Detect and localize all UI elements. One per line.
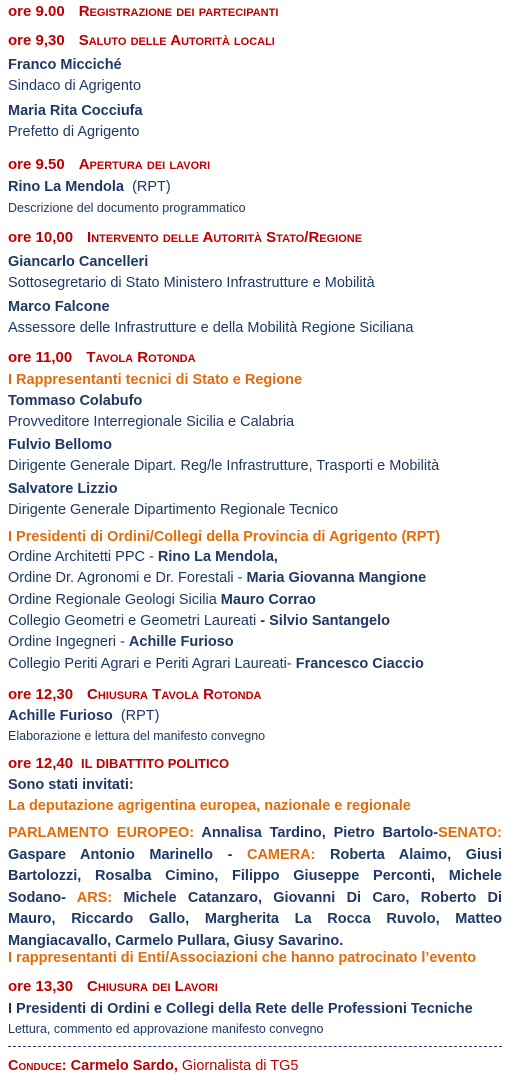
moderator-name: Carmelo Sardo, [70, 1058, 178, 1074]
order-line [8, 634, 234, 650]
session-time: ore 11,00 [8, 349, 73, 366]
order-name: Ordine Ingegneri - [8, 634, 129, 650]
session-title: IL DIBATTITO POLITICO [81, 756, 230, 771]
session-header-registrazione [8, 3, 278, 20]
session-description: Elaborazione e lettura del manifesto convegno [8, 729, 266, 743]
session-title: Registrazione dei partecipanti [78, 3, 279, 20]
session-time: ore 9,30 [8, 32, 65, 49]
chamber-label: PARLAMENTO EUROPEO: [8, 825, 195, 841]
president-name: Rino La Mendola [157, 549, 274, 565]
president-name: Mauro Corrao [220, 592, 316, 608]
session-title: Chiusura Tavola Rotonda [87, 686, 262, 703]
member-names: Annalisa Tardino, Pietro Bartolo- [194, 825, 439, 841]
moderator-role: Giornalista di TG5 [177, 1058, 299, 1074]
session-description: Descrizione del documento programmatico [8, 201, 246, 215]
session-title: Apertura dei lavori [78, 156, 211, 173]
speaker-note: (RPT) [132, 179, 171, 195]
session-title: Chiusura dei Lavori [87, 978, 218, 995]
group-heading: I Rappresentanti tecnici di Stato e Regione [8, 372, 303, 388]
order-name: Collegio Geometri e Geometri Laureati [8, 613, 261, 629]
chamber-label: SENATO: [438, 825, 502, 841]
session-header-chiusura-tavola [8, 686, 261, 703]
chamber-label: ARS: [76, 889, 113, 906]
entities-heading: I rappresentanti di Enti/Associazioni che hanno patrocinato l’evento [8, 950, 477, 966]
parliament-line [8, 888, 502, 910]
speaker-name: Giancarlo Cancelleri [8, 254, 149, 270]
member-names: Michele Catanzaro, Giovanni Di Caro, Roberto Di [112, 889, 502, 906]
president-name: Maria Giovanna Mangione [246, 570, 427, 586]
speaker-name: Maria Rita Cocciufa [8, 103, 143, 119]
president-name: Achille Furioso [128, 634, 234, 650]
session-time: ore 9.00 [8, 3, 65, 20]
speaker-name: Salvatore Lizzio [8, 481, 118, 497]
order-line [8, 613, 390, 629]
speaker-role: Assessore delle Infrastrutture e della Mobilità Regione Siciliana [8, 320, 414, 336]
session-header-saluto [8, 32, 275, 49]
session-header-chiusura-lavori [8, 978, 218, 995]
session-title: Intervento delle Autorità Stato/Regione [87, 229, 363, 246]
session-title: Saluto delle Autorità locali [78, 32, 275, 49]
deputation-heading: La deputazione agrigentina europea, nazionale e regionale [8, 798, 411, 814]
member-names: Mangiacavallo, Carmelo Pullara, Giusy Savarino. [8, 932, 344, 949]
moderator-line [8, 1058, 298, 1074]
member-names: Bartolozzi, Rosalba Cimino, Filippo Giuseppe Perconti, Michele [8, 868, 502, 885]
speaker-name: Franco Micciché [8, 57, 122, 73]
session-header-dibattito [8, 755, 229, 772]
session-time: ore 10,00 [8, 229, 74, 246]
moderator-label: Conduce: [8, 1058, 67, 1074]
parliament-line [8, 823, 502, 845]
session-header-intervento [8, 229, 362, 246]
order-name: Ordine Regionale Geologi Sicilia [8, 592, 221, 608]
order-line [8, 592, 316, 608]
parliament-members [8, 823, 502, 953]
speaker-name: Fulvio Bellomo [8, 437, 112, 453]
order-name: Collegio Periti Agrari e Periti Agrari Laureati- [8, 656, 296, 672]
speaker-name: Rino La Mendola [8, 179, 124, 195]
session-header-apertura [8, 156, 210, 173]
speaker-name: Tommaso Colabufo [8, 393, 143, 409]
member-names: Gaspare Antonio Marinello - [8, 846, 247, 863]
parliament-line [8, 845, 502, 867]
member-names: Mauro, Riccardo Gallo, Margherita La Rocca Ruvolo, Matteo [8, 911, 502, 928]
speaker-role: Sottosegretario di Stato Ministero Infrastrutture e Mobilità [8, 275, 375, 291]
session-header-tavola-rotonda [8, 349, 196, 366]
order-line [8, 549, 278, 565]
speaker-role: Provveditore Interregionale Sicilia e Calabria [8, 414, 295, 430]
speaker-role: Dirigente Generale Dipartimento Regionale Tecnico [8, 502, 339, 518]
member-names: Roberta Alaimo, Giusi [315, 846, 502, 863]
session-title: Tavola Rotonda [86, 349, 196, 366]
order-name: Ordine Architetti PPC - [8, 549, 158, 565]
speaker-name: Achille Furioso [8, 708, 113, 724]
speaker-line [8, 179, 171, 195]
president-name: Francesco Ciaccio [295, 656, 424, 672]
session-time: ore 12,30 [8, 686, 74, 703]
speaker-line [8, 708, 159, 724]
closing-presidents: I Presidenti di Ordini e Collegi della Rete delle Professioni Tecniche [8, 1001, 473, 1017]
invited-label: Sono stati invitati: [8, 777, 134, 793]
session-description: Lettura, commento ed approvazione manifesto convegno [8, 1022, 324, 1036]
session-time: ore 12,40 [8, 755, 74, 772]
parliament-line [8, 866, 502, 888]
parliament-line [8, 909, 502, 931]
president-name: - Silvio Santangelo [260, 613, 390, 629]
order-suffix: , [273, 549, 278, 565]
speaker-role: Sindaco di Agrigento [8, 78, 142, 94]
divider [8, 1046, 502, 1047]
group-heading: I Presidenti di Ordini/Collegi della Provincia di Agrigento (RPT) [8, 529, 441, 545]
order-line [8, 570, 426, 586]
order-line [8, 656, 424, 672]
order-name: Ordine Dr. Agronomi e Dr. Forestali - [8, 570, 247, 586]
speaker-name: Marco Falcone [8, 299, 110, 315]
speaker-note: (RPT) [120, 708, 160, 724]
session-time: ore 9.50 [8, 156, 65, 173]
chamber-label: CAMERA: [246, 846, 316, 863]
speaker-role: Dirigente Generale Dipart. Reg/le Infrastrutture, Trasporti e Mobilità [8, 458, 440, 474]
session-time: ore 13,30 [8, 978, 74, 995]
speaker-role: Prefetto di Agrigento [8, 124, 140, 140]
member-names: Sodano- [8, 889, 77, 906]
